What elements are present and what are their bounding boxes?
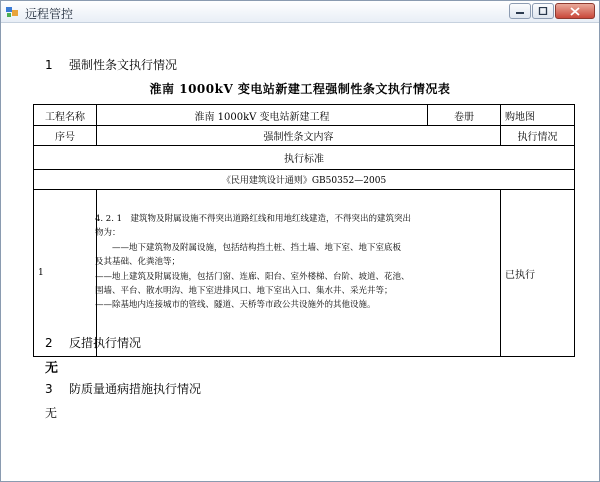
section-3-heading: [45, 380, 201, 397]
document-view[interactable]: [1, 24, 599, 481]
column-header-seq: 序号: [33, 125, 97, 146]
row-1-seq: 1: [33, 189, 97, 357]
minimize-button[interactable]: [509, 3, 531, 19]
project-name-value: 淮南 1000kV 变电站新建工程: [96, 104, 428, 126]
title-bar[interactable]: [1, 1, 599, 23]
close-button[interactable]: [555, 3, 595, 19]
provision-line: ——地下建筑物及附属设施，包括结构挡土桩、挡土墙、地下室、地下室底板: [95, 242, 402, 253]
section-3-title: 防质量通病措施执行情况: [69, 382, 202, 396]
provision-line: 物为：: [95, 228, 121, 239]
column-header-status: 执行情况: [500, 125, 575, 146]
section-2-heading: [45, 334, 141, 351]
volume-value: 购地图: [500, 104, 575, 126]
minimize-icon: [515, 7, 525, 15]
provision-line: 围墙、平台、散水明沟、地下室进排风口、地下室出入口、集水井、采光井等；: [95, 286, 393, 297]
provision-line: ——除基地内连接城市的管线、隧道、天桥等市政公共设施外的其他设施。: [95, 300, 376, 311]
app-icon: [5, 5, 19, 19]
maximize-icon: [538, 7, 548, 15]
window-title: 远程管控: [25, 7, 74, 21]
section-1-title: 强制性条文执行情况: [69, 58, 178, 72]
section-3-body: 无: [45, 406, 58, 420]
section-2-body: 无: [45, 361, 59, 376]
row-1-provision-text: [95, 212, 507, 313]
close-icon: [570, 7, 580, 16]
window-controls: [509, 3, 595, 19]
table-title: 淮南 1000kV 变电站新建工程强制性条文执行情况表: [149, 82, 451, 96]
standard-name: 《民用建筑设计通则》GB50352—2005: [33, 169, 575, 190]
row-1-status: 已执行: [500, 189, 575, 357]
section-3-number: 3: [45, 382, 53, 396]
provision-line: ——地上建筑及附属设施，包括门窗、连廊、阳台、室外楼梯、台阶、坡道、花池、: [95, 271, 410, 282]
mandatory-provisions-table: [33, 104, 575, 357]
section-2-number: 2: [45, 336, 53, 350]
volume-label: 卷册: [427, 104, 501, 126]
standard-header: 执行标准: [33, 145, 575, 170]
section-1-number: 1: [45, 58, 53, 72]
section-1-heading: [45, 56, 177, 73]
provision-line: 及其基础、化粪池等；: [95, 257, 181, 268]
maximize-button[interactable]: [532, 3, 554, 19]
section-2-title: 反措执行情况: [69, 336, 142, 350]
provision-line: 4. 2. 1 建筑物及附属设施不得突出道路红线和用地红线建造，不得突出的建筑突出: [95, 214, 412, 224]
project-name-label: 工程名称: [33, 104, 97, 126]
column-header-content: 强制性条文内容: [96, 125, 501, 146]
